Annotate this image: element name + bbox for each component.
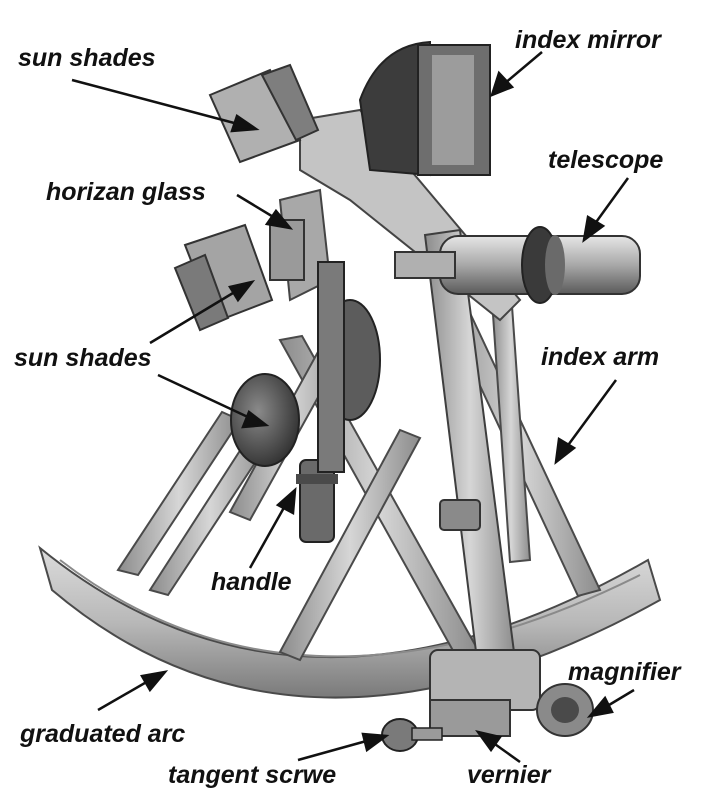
label-handle: handle [211, 568, 292, 596]
label-tangent-screw: tangent scrwe [168, 761, 337, 789]
pointer-telescope [584, 178, 628, 240]
pointer-vernier [478, 732, 520, 762]
horizon-glass-part [270, 220, 304, 280]
label-telescope: telescope [548, 146, 664, 174]
pointer-index-arm [556, 380, 616, 462]
label-index-mirror: index mirror [515, 26, 661, 54]
pointer-tangent-screw [298, 734, 386, 760]
label-sun-shades-lower: sun shades [14, 344, 152, 372]
pointer-magnifier [590, 690, 634, 716]
pointer-index-mirror [492, 52, 542, 95]
label-vernier: vernier [467, 761, 551, 789]
label-sun-shades-top: sun shades [18, 44, 156, 72]
index-mirror-part [360, 42, 490, 175]
pointer-graduated-arc [98, 672, 165, 710]
label-horizon-glass: horizan glass [46, 178, 206, 206]
label-graduated-arc: graduated arc [20, 720, 186, 748]
label-magnifier: magnifier [568, 658, 681, 686]
label-index-arm: index arm [541, 343, 660, 371]
